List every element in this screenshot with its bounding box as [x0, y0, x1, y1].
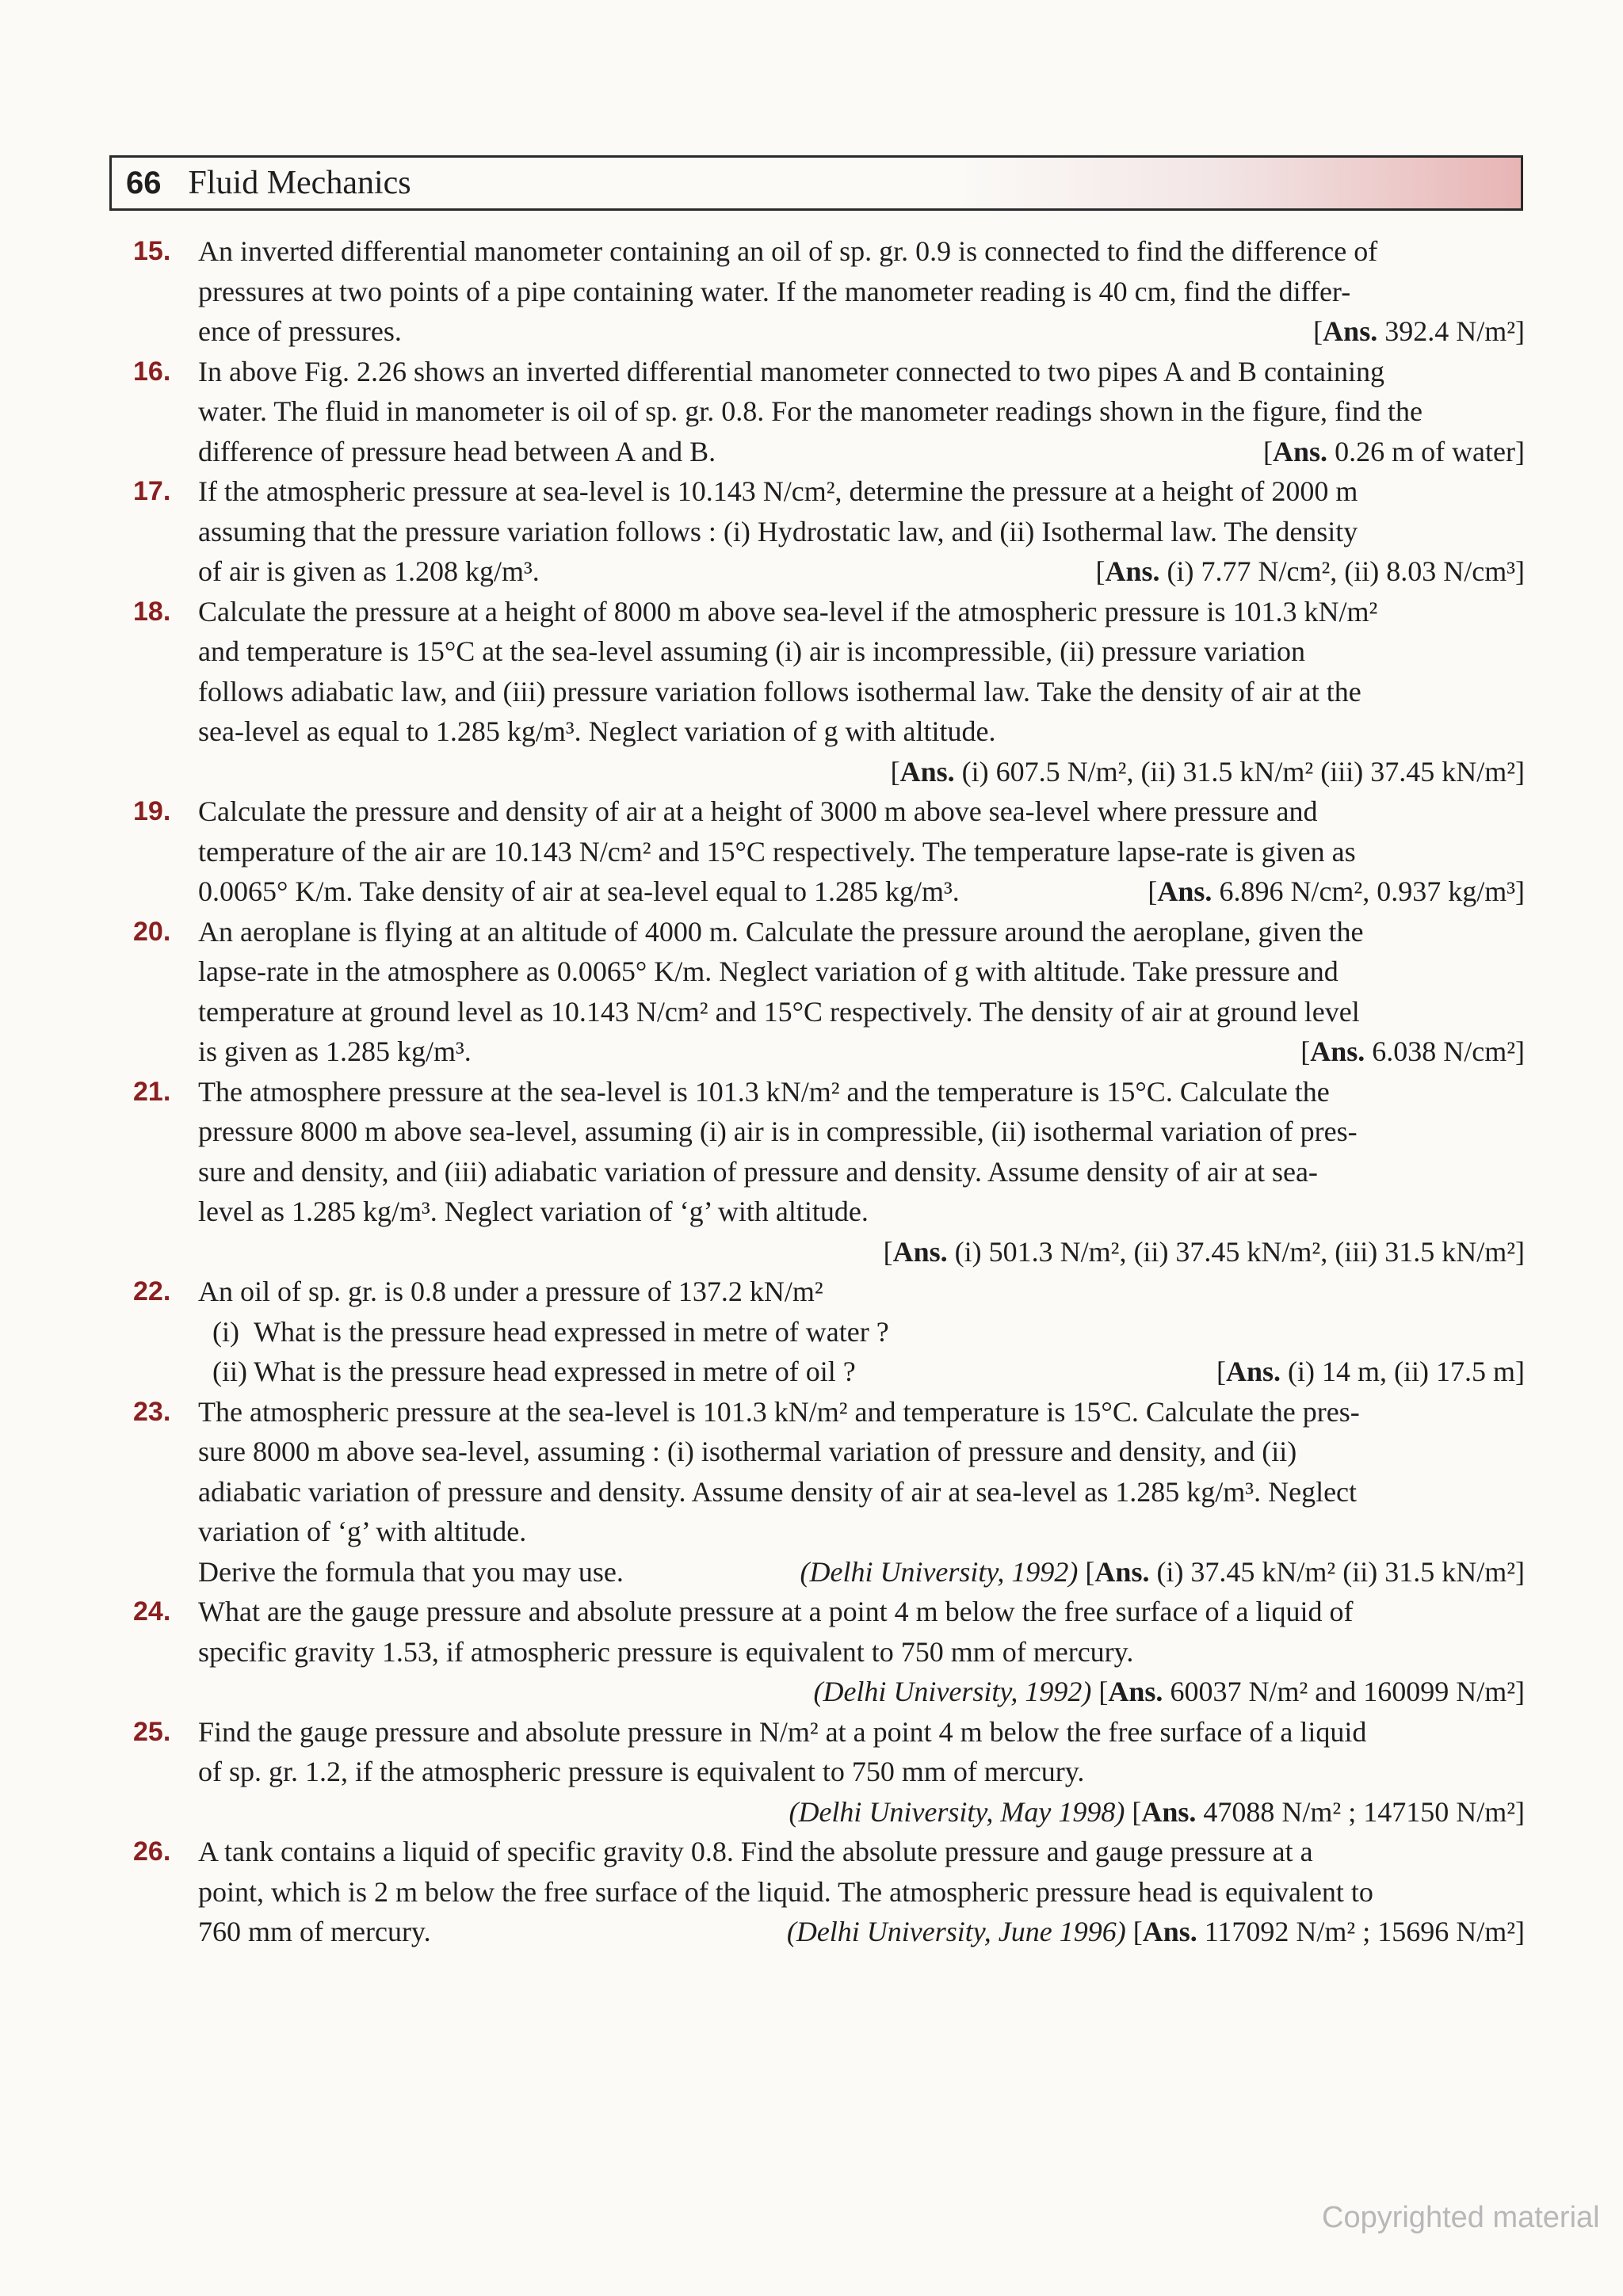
problem-text: A tank contains a liquid of specific gravity 0.8. Find the absolute pressure and gauge pressure at a: [198, 1836, 1313, 1867]
problem-text: An oil of sp. gr. is 0.8 under a pressure of 137.2 kN/m²: [198, 1276, 823, 1307]
problem-number: 15.: [133, 236, 171, 266]
problem-text: Find the gauge pressure and absolute pressure in N/m² at a point 4 m below the free surface of a liquid: [198, 1715, 1367, 1748]
problem-text: The atmospheric pressure at the sea-level is 101.3 kN/m² and temperature is 15°C. Calculate the pres-: [198, 1395, 1360, 1428]
problem-text: and temperature is 15°C at the sea-level assuming (i) air is incompressible, (ii) pressure variation: [198, 635, 1305, 667]
problem-number: 21.: [133, 1076, 171, 1107]
problem-text: Derive the formula that you may use.: [198, 1555, 624, 1588]
problem-18: [133, 592, 1525, 792]
problem-text: pressure 8000 m above sea-level, assuming (i) air is in compressible, (ii) isothermal variation of pres-: [198, 1116, 1358, 1147]
source-citation: (Delhi University, 1992): [813, 1676, 1092, 1707]
problem-text: difference of pressure head between A and B.: [198, 435, 716, 467]
answer: [Ans. (i) 501.3 N/m², (ii) 37.45 kN/m², (iii) 31.5 kN/m²]: [883, 1235, 1525, 1268]
answer: [Ans. 392.4 N/m²]: [1313, 315, 1525, 347]
answer: [Ans. 0.26 m of water]: [1263, 435, 1525, 467]
problem-list: [133, 231, 1525, 1952]
problem-number: 20.: [133, 916, 171, 947]
problem-text: level as 1.285 kg/m³. Neglect variation of ‘g’ with altitude.: [198, 1196, 869, 1227]
problem-number: 25.: [133, 1716, 171, 1747]
problem-15: [133, 231, 1525, 352]
problem-text: follows adiabatic law, and (iii) pressure variation follows isothermal law. Take the density of air at the: [198, 675, 1361, 707]
problem-text: The atmosphere pressure at the sea-level is 101.3 kN/m² and the temperature is 15°C. Calculate the: [198, 1075, 1330, 1108]
problem-text: An inverted differential manometer containing an oil of sp. gr. 0.9 is connected to find the difference of: [198, 235, 1378, 267]
copyright-notice: Copyrighted material: [1322, 2201, 1600, 2234]
problem-text: ence of pressures.: [198, 315, 402, 347]
problem-text: specific gravity 1.53, if atmospheric pressure is equivalent to 750 mm of mercury.: [198, 1635, 1134, 1668]
problem-text: In above Fig. 2.26 shows an inverted differential manometer connected to two pipes A and B containing: [198, 355, 1384, 387]
answer: [Ans. (i) 607.5 N/m², (ii) 31.5 kN/m² (iii) 37.45 kN/m²]: [890, 755, 1525, 788]
problem-text: If the atmospheric pressure at sea-level is 10.143 N/cm², determine the pressure at a height of 2000 m: [198, 475, 1358, 507]
problem-text: point, which is 2 m below the free surface of the liquid. The atmospheric pressure head is equivalent to: [198, 1875, 1373, 1908]
problem-text: temperature at ground level as 10.143 N/cm² and 15°C respectively. The density of air at ground level: [198, 995, 1360, 1028]
subpart-text: What is the pressure head expressed in metre of water ?: [254, 1315, 889, 1348]
problem-text: 0.0065° K/m. Take density of air at sea-level equal to 1.285 kg/m³.: [198, 875, 960, 907]
problem-text: sure 8000 m above sea-level, assuming : (i) isothermal variation of pressure and density, and (ii): [198, 1436, 1297, 1467]
problem-text: sure and density, and (iii) adiabatic variation of pressure and density. Assume density of air at sea-: [198, 1155, 1318, 1188]
problem-21: [133, 1072, 1525, 1272]
answer: [Ans. 47088 N/m² ; 147150 N/m²]: [1132, 1795, 1525, 1828]
problem-16: [133, 352, 1525, 472]
problem-number: 17.: [133, 476, 171, 506]
problem-25: [133, 1712, 1525, 1833]
problem-text: What are the gauge pressure and absolute pressure at a point 4 m below the free surface of a liquid of: [198, 1596, 1354, 1627]
answer: [Ans. 60037 N/m² and 160099 N/m²]: [1098, 1676, 1525, 1707]
problem-number: 19.: [133, 796, 171, 826]
source-citation: (Delhi University, 1992): [800, 1555, 1079, 1588]
problem-text: of air is given as 1.208 kg/m³.: [198, 555, 540, 587]
problem-number: 26.: [133, 1836, 171, 1867]
subpart-text: What is the pressure head expressed in metre of oil ?: [254, 1356, 856, 1387]
problem-text: assuming that the pressure variation follows : (i) Hydrostatic law, and (ii) Isothermal law. The density: [198, 515, 1358, 547]
subpart-label: (i): [212, 1315, 239, 1348]
problem-22: [133, 1272, 1525, 1392]
page-number: 66: [126, 165, 162, 200]
answer: [Ans. (i) 7.77 N/cm², (ii) 8.03 N/cm³]: [1095, 555, 1525, 587]
problem-text: lapse-rate in the atmosphere as 0.0065° K/m. Neglect variation of g with altitude. Take pressure and: [198, 955, 1338, 987]
problem-text: Calculate the pressure and density of air at a height of 3000 m above sea-level where pressure and: [198, 795, 1318, 827]
problem-17: [133, 471, 1525, 592]
problem-text: An aeroplane is flying at an altitude of 4000 m. Calculate the pressure around the aeroplane, given the: [198, 915, 1364, 948]
problem-text: pressures at two points of a pipe containing water. If the manometer reading is 40 cm, find the differ-: [198, 275, 1351, 307]
problem-number: 24.: [133, 1596, 171, 1627]
problem-23: [133, 1392, 1525, 1592]
subpart-label: (ii): [212, 1356, 247, 1387]
problem-text: water. The fluid in manometer is oil of sp. gr. 0.8. For the manometer readings shown in the figure, find the: [198, 395, 1423, 427]
problem-26: [133, 1832, 1525, 1952]
page-header: [109, 155, 1523, 211]
problem-24: [133, 1592, 1525, 1712]
problem-text: adiabatic variation of pressure and density. Assume density of air at sea-level as 1.285 kg/m³. Neglect: [198, 1475, 1358, 1508]
answer: [Ans. 6.896 N/cm², 0.937 kg/m³]: [1148, 875, 1525, 907]
answer: [Ans. 117092 N/m² ; 15696 N/m²]: [1132, 1916, 1525, 1947]
problem-19: [133, 791, 1525, 912]
problem-text: is given as 1.285 kg/m³.: [198, 1035, 472, 1067]
source-citation: (Delhi University, May 1998): [789, 1795, 1125, 1828]
answer: [Ans. (i) 37.45 kN/m² (ii) 31.5 kN/m²]: [1085, 1555, 1525, 1588]
problem-number: 18.: [133, 596, 171, 627]
problem-20: [133, 912, 1525, 1072]
problem-text: temperature of the air are 10.143 N/cm² and 15°C respectively. The temperature lapse-rate is given as: [198, 835, 1356, 868]
problem-text: Calculate the pressure at a height of 8000 m above sea-level if the atmospheric pressure is 101.3 kN/m²: [198, 595, 1378, 627]
problem-number: 16.: [133, 356, 171, 387]
problem-text: variation of ‘g’ with altitude.: [198, 1516, 527, 1547]
problem-text: sea-level as equal to 1.285 kg/m³. Neglect variation of g with altitude.: [198, 715, 996, 747]
problem-text: 760 mm of mercury.: [198, 1916, 431, 1947]
problem-number: 22.: [133, 1276, 171, 1306]
answer: [Ans. 6.038 N/cm²]: [1300, 1035, 1525, 1067]
problem-text: of sp. gr. 1.2, if the atmospheric pressure is equivalent to 750 mm of mercury.: [198, 1756, 1085, 1787]
problem-number: 23.: [133, 1396, 171, 1427]
answer: [Ans. (i) 14 m, (ii) 17.5 m]: [1216, 1356, 1525, 1387]
source-citation: (Delhi University, June 1996): [786, 1916, 1126, 1947]
running-title: Fluid Mechanics: [188, 165, 411, 201]
